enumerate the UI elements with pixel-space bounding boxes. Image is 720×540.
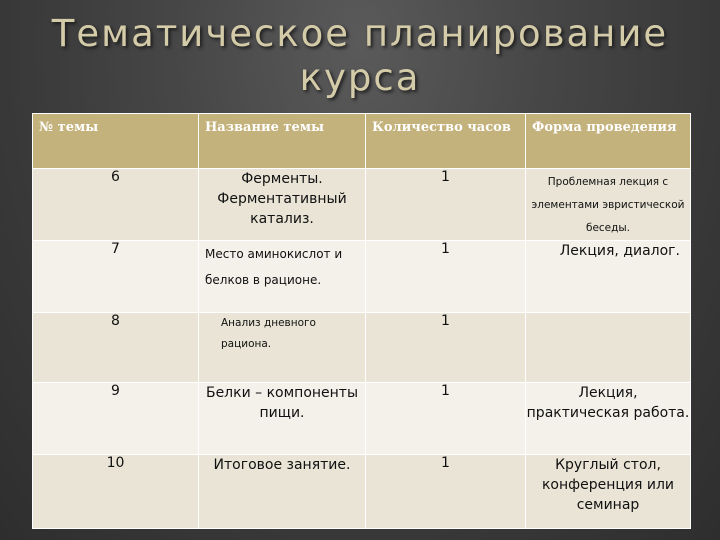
cell-topic-number: 10	[33, 455, 199, 529]
header-topic-number: № темы	[33, 114, 199, 169]
header-topic-name: Название темы	[199, 114, 366, 169]
cell-topic-number: 6	[33, 169, 199, 241]
cell-topic-name: Анализ дневного рациона.	[199, 313, 366, 383]
table-row	[33, 169, 691, 241]
table-row	[33, 383, 691, 455]
cell-hours: 1	[366, 455, 526, 529]
cell-topic-name: Итоговое занятие.	[199, 455, 366, 529]
cell-hours: 1	[366, 383, 526, 455]
table-row	[33, 241, 691, 313]
cell-topic-number: 7	[33, 241, 199, 313]
cell-topic-number: 8	[33, 313, 199, 383]
slide-title-line-1: Тематическое планирование	[51, 12, 669, 55]
cell-topic-name: Место аминокислот и белков в рационе.	[199, 241, 366, 313]
table-row	[33, 455, 691, 529]
planning-table	[32, 113, 691, 529]
cell-hours: 1	[366, 313, 526, 383]
cell-form: Лекция, диалог.	[526, 241, 691, 313]
cell-form: Лекция, практическая работа.	[526, 383, 691, 455]
cell-form: Проблемная лекция с элементами эвристической беседы.	[526, 169, 691, 241]
cell-form	[526, 313, 691, 383]
header-hours: Количество часов	[366, 114, 526, 169]
cell-topic-name: Ферменты. Ферментативный катализ.	[199, 169, 366, 241]
cell-form: Круглый стол, конференция или семинар	[526, 455, 691, 529]
table-header-row	[33, 114, 691, 169]
table-row	[33, 313, 691, 383]
slide-title	[0, 12, 720, 100]
cell-hours: 1	[366, 241, 526, 313]
slide-title-line-2: курса	[299, 56, 421, 99]
cell-topic-number: 9	[33, 383, 199, 455]
cell-topic-name: Белки – компоненты пищи.	[199, 383, 366, 455]
header-form: Форма проведения	[526, 114, 691, 169]
cell-hours: 1	[366, 169, 526, 241]
